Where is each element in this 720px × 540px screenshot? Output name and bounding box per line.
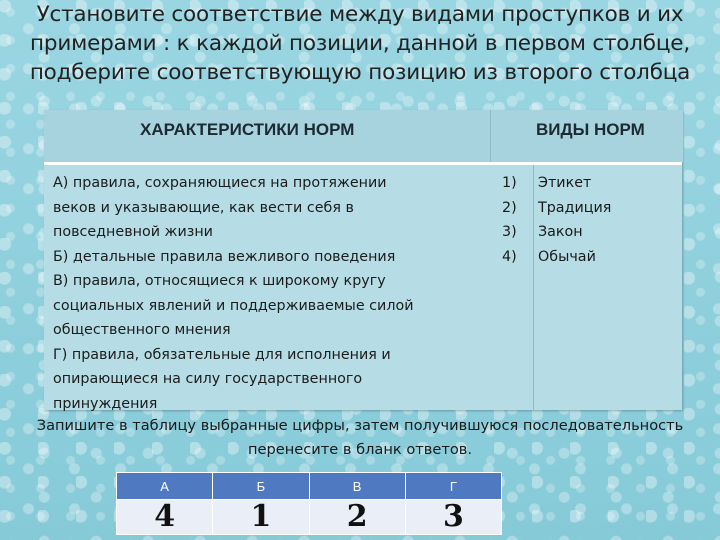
norm-type-label: Обычай bbox=[538, 248, 596, 265]
matching-table bbox=[44, 110, 682, 410]
header-separator bbox=[44, 162, 682, 165]
norm-type-item bbox=[502, 245, 611, 270]
norm-type-number: 3) bbox=[502, 224, 517, 240]
left-column-header bbox=[44, 110, 490, 162]
characteristic-line: принуждения bbox=[53, 395, 158, 412]
right-column-header bbox=[490, 110, 683, 162]
answer-value-cell: 1 bbox=[213, 500, 309, 535]
instruction-line: Запишите в таблицу выбранные цифры, затем получившуюся последовательность bbox=[36, 417, 684, 434]
characteristic-line: социальных явлений и поддерживаемые силой bbox=[53, 297, 414, 314]
answer-value-cell: 3 bbox=[405, 500, 501, 535]
characteristic-line: опирающиеся на силу государственного bbox=[53, 371, 363, 387]
characteristic-line: А) правила, сохраняющиеся на протяжении bbox=[53, 175, 387, 191]
norm-type-number: 1) bbox=[502, 175, 517, 191]
answer-table bbox=[116, 472, 502, 535]
heading-line: подберите соответствующую позицию из второго столбца bbox=[29, 60, 691, 85]
right-column-header-label: ВИДЫ НОРМ bbox=[536, 120, 645, 139]
answer-value-cell: 2 bbox=[309, 500, 405, 535]
norm-type-label: Традиция bbox=[538, 199, 612, 216]
heading-line: примерами : к каждой позиции, данной в первом столбце, bbox=[30, 31, 690, 56]
answer-header-cell: В bbox=[309, 473, 405, 500]
answer-header-cell: Б bbox=[213, 473, 309, 500]
characteristic-line: веков и указывающие, как вести себя в bbox=[53, 199, 354, 216]
norm-type-item bbox=[502, 171, 611, 196]
answer-value-row bbox=[117, 500, 502, 535]
answer-header-cell: А bbox=[117, 473, 213, 500]
answer-header-cell: Г bbox=[405, 473, 501, 500]
characteristic-line: Б) детальные правила вежливого поведения bbox=[53, 248, 396, 265]
instruction-line: перенесите в бланк ответов. bbox=[247, 441, 473, 458]
characteristic-line: общественного мнения bbox=[53, 322, 231, 338]
task-heading bbox=[0, 0, 720, 87]
left-column-header-label: ХАРАКТЕРИСТИКИ НОРМ bbox=[140, 120, 355, 139]
characteristics-list bbox=[53, 171, 493, 416]
norm-type-item bbox=[502, 220, 611, 245]
norm-type-label: Этикет bbox=[538, 175, 592, 191]
norm-types-list bbox=[502, 171, 611, 269]
answer-header-row bbox=[117, 473, 502, 500]
answer-value-cell: 4 bbox=[117, 500, 213, 535]
characteristic-line: Г) правила, обязательные для исполнения и bbox=[53, 346, 391, 363]
norm-type-label: Закон bbox=[538, 224, 583, 240]
characteristic-line: В) правила, относящиеся к широкому кругу bbox=[53, 273, 386, 289]
characteristic-line: повседневной жизни bbox=[53, 224, 213, 240]
norm-type-item bbox=[502, 196, 611, 221]
norm-type-number: 4) bbox=[502, 248, 517, 265]
heading-line: Установите соответствие между видами проступков и их bbox=[36, 2, 684, 27]
norm-type-number: 2) bbox=[502, 199, 517, 216]
instruction-text bbox=[0, 414, 720, 462]
